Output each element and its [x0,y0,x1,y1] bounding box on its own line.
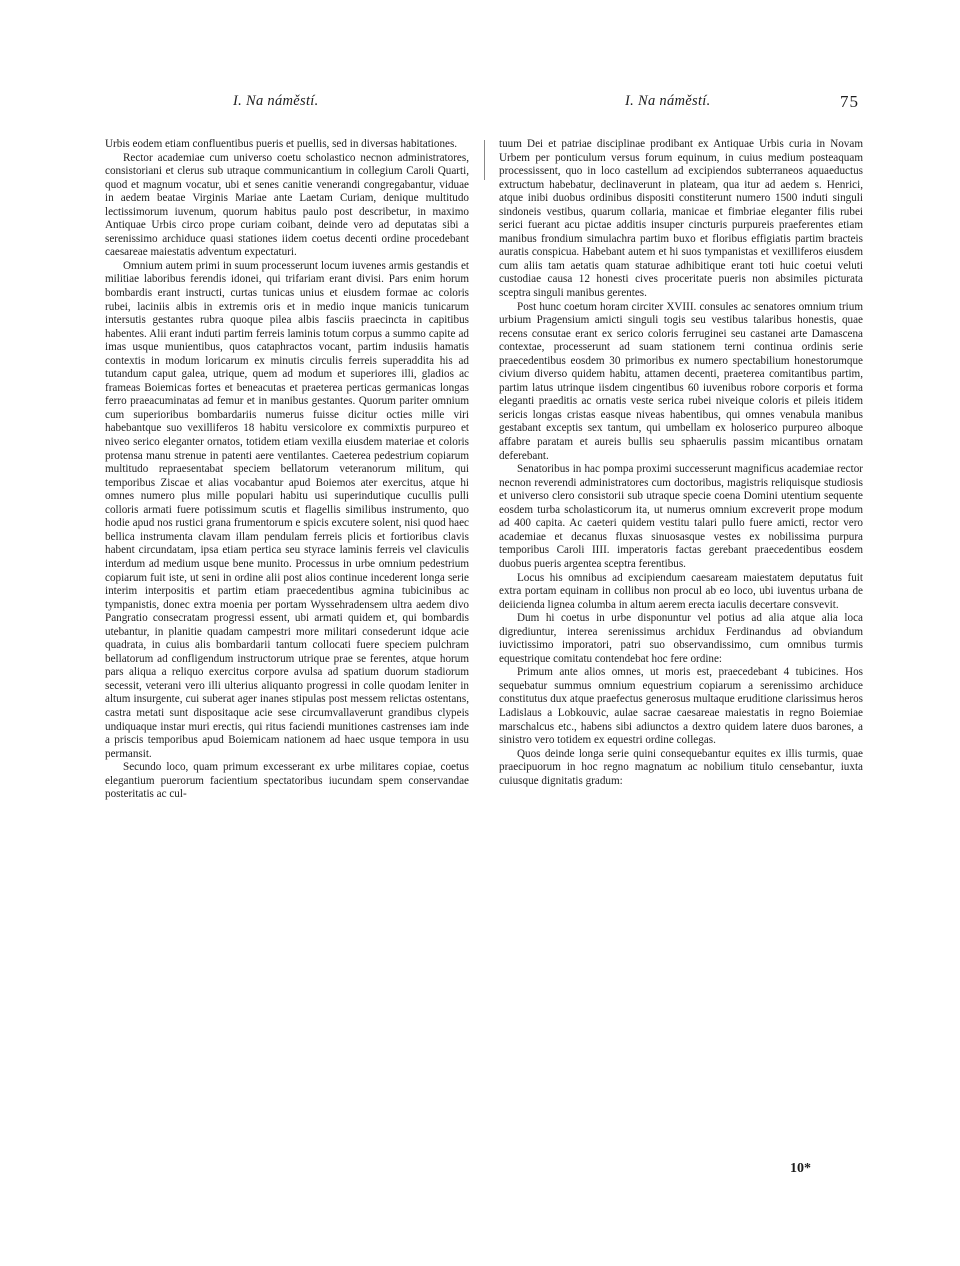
paragraph: Senatoribus in hac pompa proximi successerunt magnificus academiae rector necnon reverendi administratores cum doctoribus, magistris reliquisque studiosis et universo clero consistorii sub utraque specie coena Domini utentium sequente eosdem turba scholasticorum ita, ut numerus omnium excreverit prope modum ad 400 capita. Ac caeteri quidem vestitu talari pullo fuere amicti, rector vero academiae et decanus fluxas sinuosasque vestes ex nobilissima purpura temporibus Caroli IIII. imperatoris factas gerebant praecedentibus eosdem duobus pueris argentea sceptra ferentibus. [499,463,863,570]
paragraph: Quos deinde longa serie quini consequebantur equites ex illis turmis, quae praecipuorum in hoc regno magnatum ac nobilium titulo censebantur, iuxta cuiusque dignitatis gradum: [499,747,863,787]
right-column [499,138,863,788]
paragraph: Secundo loco, quam primum excesserant ex urbe militares copiae, coetus elegantium puerorum facientium spectatoribus iucundam spem conservandae posteritatis ac cul- [105,761,469,801]
paragraph: tuum Dei et patriae disciplinae prodibant ex Antiquae Urbis curia in Novam Urbem per ponticulum versus forum equinum, in cuius medium posteaquam processissent, quo in loco castellum ad excipiendos subterraneos aquaeductus extructum habebatur, declinaverunt in plateam, qua itur ad aedem s. Henrici, atque inibi duobus ordinibus dispositi constiterunt numero 1500 induti singuli sindoneis vestibus, quarum collaria, manicae et fimbriae eleganter filis rubei serici fuerant acu pictae additis insuper cincturis purpureis praeferentes etiam manibus frondium simulachra partim buxo et floribus effigiatis partim bracteis auratis conspicua. Habebant autem et hi suos tympanistas et vexilliferos eiusdem cum aliis tam aetatis quam staturae adhibitique erant toti huic coetui veluti custodiae causa 12 honesti cives proceritate pueris non absimiles picturata sceptra singuli manibus gerentes. [499,138,863,300]
paragraph: Urbis eodem etiam confluentibus pueris et puellis, sed in diversas habitationes. [105,138,458,150]
running-head-left: I. Na náměstí. [233,93,319,109]
running-head-right: I. Na náměstí. [625,93,711,109]
page-number: 75 [840,92,859,111]
paragraph: Post hunc coetum horam circiter XVIII. consules ac senatores omnium trium urbium Pragensium amicti singuli togis seu vestibus talaribus honestis, quae recens consutae erant ex serico coloris ferruginei seu castanei arte Damascena contextae, processerunt ad suam stationem terni continua ordinis serie praecedentibus eosdem 30 primoribus ex numero spectabilium honestorumque civium diverso quidem habitu, attamen decenti, praeterea comitantibus partim, partim latus utrinque iisdem cingentibus 60 iuvenibus robore corporis et forma eleganti praeditis ac ornatis veste serica rubei niveique coloris et pileis itidem sericis longas cristas easque niveas habentibus, qui omnes venabula manibus gestabant exceptis sex tantum, qui umbellam ex holoserico purpureo alboque affabre paratam et aureis bullis seu sphaerulis passim micantibus ornatam deferebant. [499,300,863,462]
left-column [105,138,469,802]
paragraph: Omnium autem primi in suum processerunt locum iuvenes armis gestandis et militiae laboribus ferendis idonei, qui trifariam erant divisi. Pars enim horum bombardis erant instructi, curtas tunicas unius et eiusdem formae ac coloris rubei, laciniis albis in extremis oris et in medio inque manicis tunicarum intersutis gestantes rubra quoque pilea albis fasciis praecincta in capitibus habentes. Alii erant induti partim ferreis laminis totum corpus a summo capite ad imas usque munientibus, quos cataphractos vocant, partim indusiis hamatis contextis in modum loricarum ex minutis circulis ferreis superaddita his ad tutandum caput galea, utrique, quem ad modum et superiores illi, gladios ac frameas Boiemicas fortes et beneacutas et praeterea perticas germanicas longas ferro praeacuminatas ad femur et in manibus gestantes. Quorum pariter omnium cum superioribus bombardariis numerus fuisse dicitur octies mille viri habebantque suo vexilliferos 18 habitu versicolore ex commixtis purpureo et niveo serico eleganter ornatos, totidem etiam vexilla eiusdem materiae et coloris protensa manu strenue in patenti aere ventilantes. Caeterea pedestrium copiarum multitudo repraesentabat speciem bellatorum veteranorum militum, qui temporibus Ziscae et alias vocabantur apud Boiemos ater exercitus, atque hi omnes numero plus mille populari habitu usi superindutique cucullis pulli colloris armati fuere potissimum scutis et flagellis similibus instrumento, quo hodie apud nos rustici grana frumentorum e spicis excutere solent, nisi quod haec bellica instrumenta clavam illam pendulam ferreis plicis et fortioribus clavis habent circundatam, ipsa etiam pertica seu styrace laminis ferreis vel claviculis interdum ad medium usque bene munito. Processus in urbe omnium pedestrium copiarum fuit iste, ut seni in ordine alii post alios continue incederent longa serie interim interpositis et partim etiam praecedentibus agmina tubicinibus ac tympanistis, donec extra moenia per portam Wyssehradensem ultra aedem divo Pangratio consecratam progressi essent, ubi armati quidem et, qui bombardis utebantur, in planitie quadam campestri more militari consederunt idque acie quadrata, in cuius alis bombardarii tantum collocati fuere speciem pulchram bellatorum ad confligendum instructorum utrique prae se ferentes, atque horum pars aliqua a reliquo exercitus corpore avulsa ad spatium duorum stadiorum secessit, veterani vero illi ulterius aliquanto progressi in colle quodam leniter in altum insurgente, cui suberat ager inanes stipulas post messem relictas ostentans, castra metati sunt dispositaque acie sese circumvallaverunt grandibus clypeis undiquaque instar muri erectis, qui ritus faciendi munitiones castrenses iam inde a priscis temporibus apud Boiemicam nationem ad haec usque tempora in usu permansit. [105,259,469,760]
paragraph: Rector academiae cum universo coetu scholastico necnon administratores, consistoriani et clerus sub utraque communicantium in collegium Caroli Quarti, quod et magnum vocatur, ubi et senes canitie venerandi congregabantur, viduae in aedem beatae Virginis Mariae ante Laetam Curiam, denique multitudo lectissimorum iuvenum, quorum habitus paulo post describetur, in maximo Antiquae Urbis circo prope curiam coibant, deinde vero ad deputatas sibi a serenissimo archiduce quasi stationes iidem coetus decenti ordine procedebant caesareae maiestatis adventum expectaturi. [105,151,469,259]
column-divider [484,140,485,180]
signature-mark: 10* [790,1161,811,1176]
paragraph: Dum hi coetus in urbe disponuntur vel potius ad alia atque alia loca digrediuntur, interea serenissimus archidux Ferdinandus ad obviandum iuvictissimo imporatori, patri suo observandissimo, cum omnibus turmis equestrique comitatu contendebat hoc fere ordine: [499,612,863,665]
paragraph: Locus his omnibus ad excipiendum caesaream maiestatem deputatus fuit extra portam equinam in collibus non procul ab eo loco, ubi iuventus urbana de deiicienda lignea columba in altum aerem erecta iaculis decertare consvevit. [499,571,863,611]
paragraph: Primum ante alios omnes, ut moris est, praecedebant 4 tubicines. Hos sequebatur summus omnium equestrium copiarum a serenissimo archiduce constitutus dux atque praefectus generosus multaque eruditione clarissimus heros Ladislaus a Lobkouvic, aulae sacrae caesareae maiestatis in regno Boiemiae marschalcus etc., habens sibi adiunctos a dextro quidem latere duos barones, a sinistro vero totidem ex equestri ordine collegas. [499,666,863,747]
